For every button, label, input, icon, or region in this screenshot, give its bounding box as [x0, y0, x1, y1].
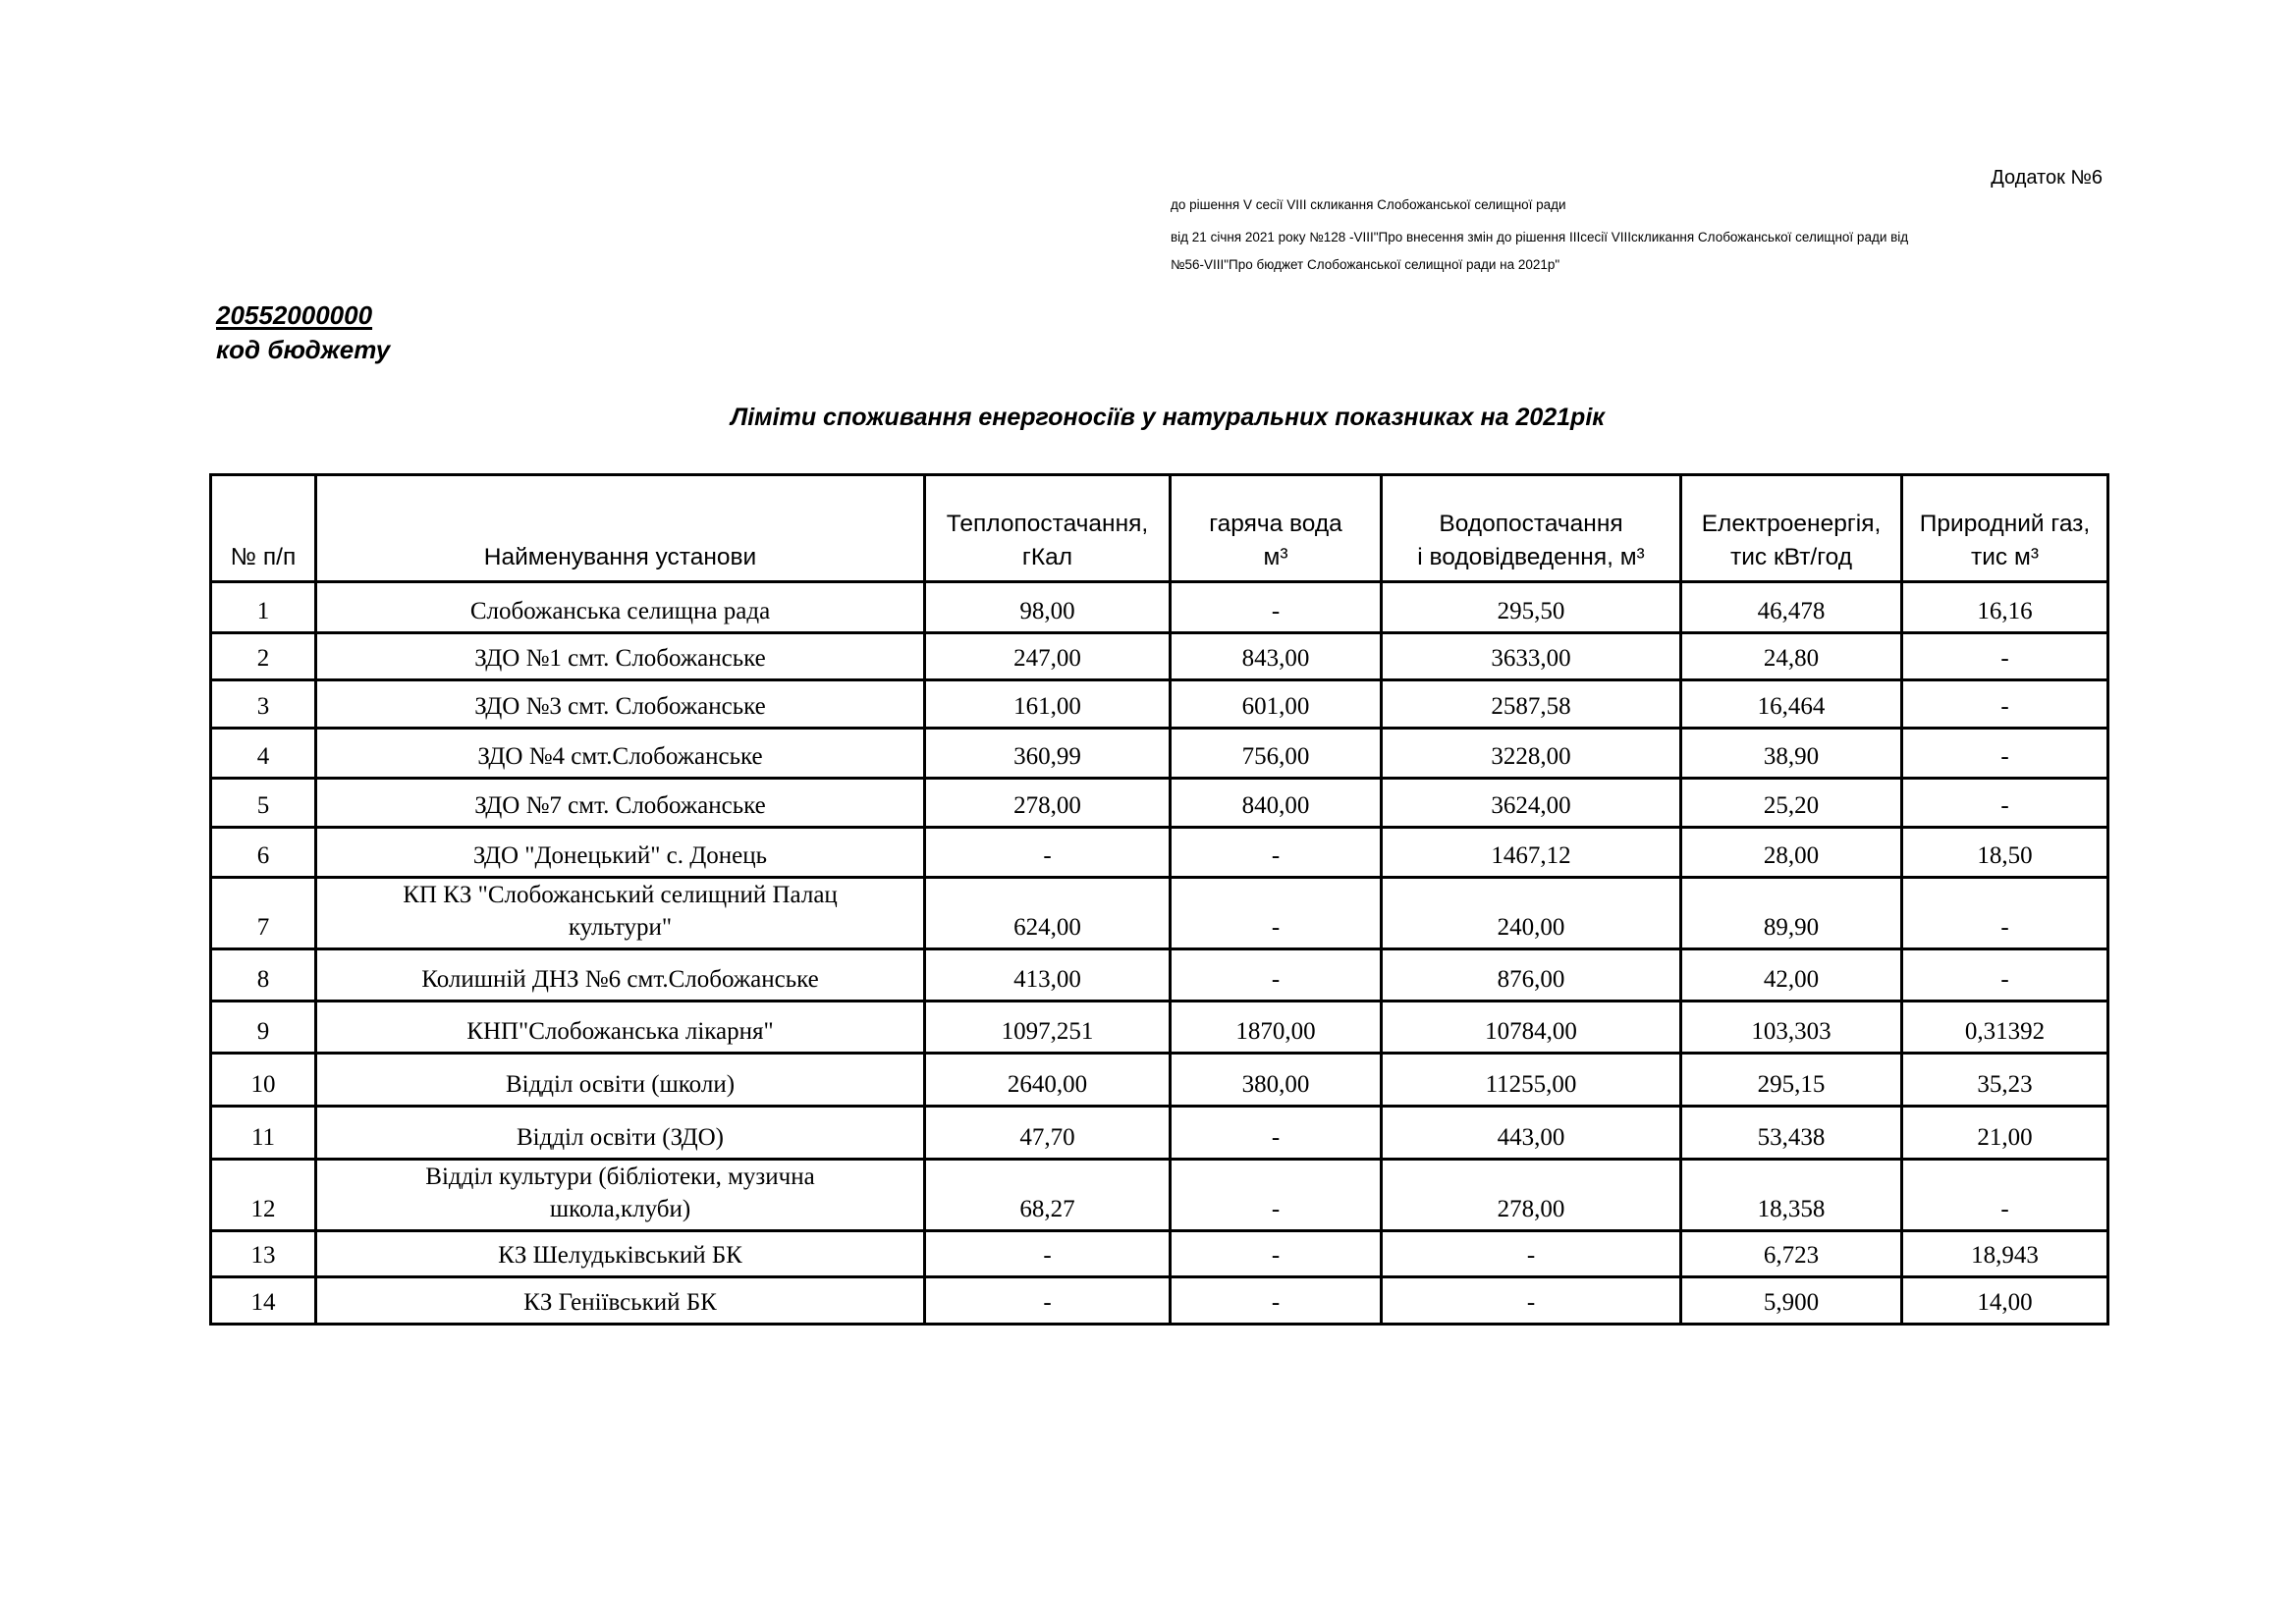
cell-gas: -	[1902, 633, 2108, 680]
cell-number: 2	[211, 633, 316, 680]
cell-heat: 1097,251	[925, 1001, 1171, 1054]
cell-hot-water: -	[1171, 1107, 1382, 1160]
cell-hot-water: 756,00	[1171, 729, 1382, 779]
column-header-hot-water: гаряча вода м³	[1171, 475, 1382, 582]
table-row	[211, 1277, 2108, 1325]
cell-number: 1	[211, 582, 316, 633]
budget-code-label: код бюджету	[216, 335, 391, 364]
cell-gas: -	[1902, 949, 2108, 1001]
cell-heat: 413,00	[925, 949, 1171, 1001]
cell-hot-water: 380,00	[1171, 1054, 1382, 1107]
table-row	[211, 1160, 2108, 1231]
table-row	[211, 779, 2108, 828]
cell-water: 10784,00	[1382, 1001, 1681, 1054]
cell-gas: 0,31392	[1902, 1001, 2108, 1054]
table-row	[211, 582, 2108, 633]
cell-electricity: 46,478	[1681, 582, 1902, 633]
column-header-institution: Найменування установи	[316, 475, 925, 582]
cell-hot-water: 1870,00	[1171, 1001, 1382, 1054]
cell-institution: Колишній ДНЗ №6 смт.Слобожанське	[316, 949, 925, 1001]
cell-heat: 98,00	[925, 582, 1171, 633]
cell-institution: Відділ культури (бібліотеки, музична школа,клуби)	[316, 1160, 925, 1231]
cell-number: 12	[211, 1160, 316, 1231]
cell-heat: -	[925, 828, 1171, 878]
cell-heat: 47,70	[925, 1107, 1171, 1160]
decision-reference-line-2: від 21 січня 2021 року №128 -VIII"Про внесення змін до рішення IIIсесії VIIIскликання Слобожанської селищної ради від	[1171, 230, 1909, 244]
cell-heat: -	[925, 1231, 1171, 1277]
cell-electricity: 53,438	[1681, 1107, 1902, 1160]
cell-gas: -	[1902, 1160, 2108, 1231]
cell-heat: 2640,00	[925, 1054, 1171, 1107]
cell-gas: 21,00	[1902, 1107, 2108, 1160]
table-row	[211, 878, 2108, 949]
cell-electricity: 295,15	[1681, 1054, 1902, 1107]
appendix-title: Додаток №6	[1991, 167, 2103, 189]
cell-water: 3228,00	[1382, 729, 1681, 779]
cell-institution: ЗДО №7 смт. Слобожанське	[316, 779, 925, 828]
cell-number: 11	[211, 1107, 316, 1160]
cell-number: 9	[211, 1001, 316, 1054]
table-row	[211, 828, 2108, 878]
cell-electricity: 24,80	[1681, 633, 1902, 680]
cell-number: 5	[211, 779, 316, 828]
cell-electricity: 89,90	[1681, 878, 1902, 949]
cell-electricity: 28,00	[1681, 828, 1902, 878]
cell-hot-water: -	[1171, 1160, 1382, 1231]
cell-hot-water: 840,00	[1171, 779, 1382, 828]
decision-reference-line-3: №56-VIII"Про бюджет Слобожанської селищної ради на 2021р"	[1171, 257, 1560, 272]
table-row	[211, 633, 2108, 680]
cell-electricity: 42,00	[1681, 949, 1902, 1001]
cell-number: 8	[211, 949, 316, 1001]
cell-institution: КЗ Генiївський БК	[316, 1277, 925, 1325]
cell-institution: ЗДО №1 смт. Слобожанське	[316, 633, 925, 680]
cell-gas: 35,23	[1902, 1054, 2108, 1107]
cell-hot-water: -	[1171, 828, 1382, 878]
cell-hot-water: 843,00	[1171, 633, 1382, 680]
cell-institution: Відділ освіти (школи)	[316, 1054, 925, 1107]
cell-water: 3633,00	[1382, 633, 1681, 680]
cell-institution: ЗДО "Донецький" с. Донець	[316, 828, 925, 878]
cell-electricity: 18,358	[1681, 1160, 1902, 1231]
cell-heat: 278,00	[925, 779, 1171, 828]
cell-gas: -	[1902, 878, 2108, 949]
table-row	[211, 949, 2108, 1001]
cell-heat: 624,00	[925, 878, 1171, 949]
cell-number: 6	[211, 828, 316, 878]
cell-institution: Слобожанська селищна рада	[316, 582, 925, 633]
cell-hot-water: -	[1171, 949, 1382, 1001]
table-row	[211, 1001, 2108, 1054]
cell-number: 14	[211, 1277, 316, 1325]
cell-institution: КНП"Слобожанська лікарня"	[316, 1001, 925, 1054]
cell-gas: -	[1902, 779, 2108, 828]
table-row	[211, 680, 2108, 729]
column-header-electricity: Електроенергія, тис кВт/год	[1681, 475, 1902, 582]
cell-institution: КП КЗ "Слобожанський селищний Палац культури"	[316, 878, 925, 949]
table-row	[211, 1107, 2108, 1160]
cell-electricity: 25,20	[1681, 779, 1902, 828]
document-title: Ліміти споживання енергоносіїв у натуральних показниках на 2021рік	[731, 404, 1605, 431]
table-row	[211, 1054, 2108, 1107]
cell-gas: 18,943	[1902, 1231, 2108, 1277]
cell-hot-water: 601,00	[1171, 680, 1382, 729]
table-row	[211, 729, 2108, 779]
cell-water: 3624,00	[1382, 779, 1681, 828]
cell-water: 11255,00	[1382, 1054, 1681, 1107]
cell-water: 2587,58	[1382, 680, 1681, 729]
cell-heat: 360,99	[925, 729, 1171, 779]
cell-heat: -	[925, 1277, 1171, 1325]
cell-hot-water: -	[1171, 878, 1382, 949]
cell-hot-water: -	[1171, 582, 1382, 633]
decision-reference-line-1: до рішення V сесії VIII скликання Слобожанської селищної ради	[1171, 197, 1566, 212]
cell-heat: 247,00	[925, 633, 1171, 680]
table-header-row	[211, 475, 2108, 582]
cell-gas: 16,16	[1902, 582, 2108, 633]
cell-electricity: 16,464	[1681, 680, 1902, 729]
cell-electricity: 6,723	[1681, 1231, 1902, 1277]
cell-water: -	[1382, 1277, 1681, 1325]
cell-institution: ЗДО №4 смт.Слобожанське	[316, 729, 925, 779]
budget-code: 20552000000	[216, 300, 373, 330]
cell-electricity: 103,303	[1681, 1001, 1902, 1054]
cell-number: 3	[211, 680, 316, 729]
cell-water: -	[1382, 1231, 1681, 1277]
cell-water: 876,00	[1382, 949, 1681, 1001]
cell-water: 443,00	[1382, 1107, 1681, 1160]
cell-gas: -	[1902, 729, 2108, 779]
cell-gas: 14,00	[1902, 1277, 2108, 1325]
cell-gas: 18,50	[1902, 828, 2108, 878]
cell-water: 1467,12	[1382, 828, 1681, 878]
column-header-number: № п/п	[211, 475, 316, 582]
energy-limits-table	[209, 473, 2109, 1326]
cell-water: 295,50	[1382, 582, 1681, 633]
cell-water: 240,00	[1382, 878, 1681, 949]
cell-heat: 68,27	[925, 1160, 1171, 1231]
cell-number: 10	[211, 1054, 316, 1107]
cell-hot-water: -	[1171, 1277, 1382, 1325]
table-row	[211, 1231, 2108, 1277]
cell-number: 7	[211, 878, 316, 949]
cell-institution: КЗ Шелудьківський БК	[316, 1231, 925, 1277]
cell-electricity: 5,900	[1681, 1277, 1902, 1325]
cell-number: 4	[211, 729, 316, 779]
cell-institution: Відділ освіти (ЗДО)	[316, 1107, 925, 1160]
cell-water: 278,00	[1382, 1160, 1681, 1231]
cell-heat: 161,00	[925, 680, 1171, 729]
cell-institution: ЗДО №3 смт. Слобожанське	[316, 680, 925, 729]
cell-gas: -	[1902, 680, 2108, 729]
cell-hot-water: -	[1171, 1231, 1382, 1277]
cell-electricity: 38,90	[1681, 729, 1902, 779]
column-header-heat-supply: Теплопостачання, гКал	[925, 475, 1171, 582]
column-header-natural-gas: Природний газ, тис м³	[1902, 475, 2108, 582]
column-header-water-supply: Водопостачання і водовідведення, м³	[1382, 475, 1681, 582]
cell-number: 13	[211, 1231, 316, 1277]
